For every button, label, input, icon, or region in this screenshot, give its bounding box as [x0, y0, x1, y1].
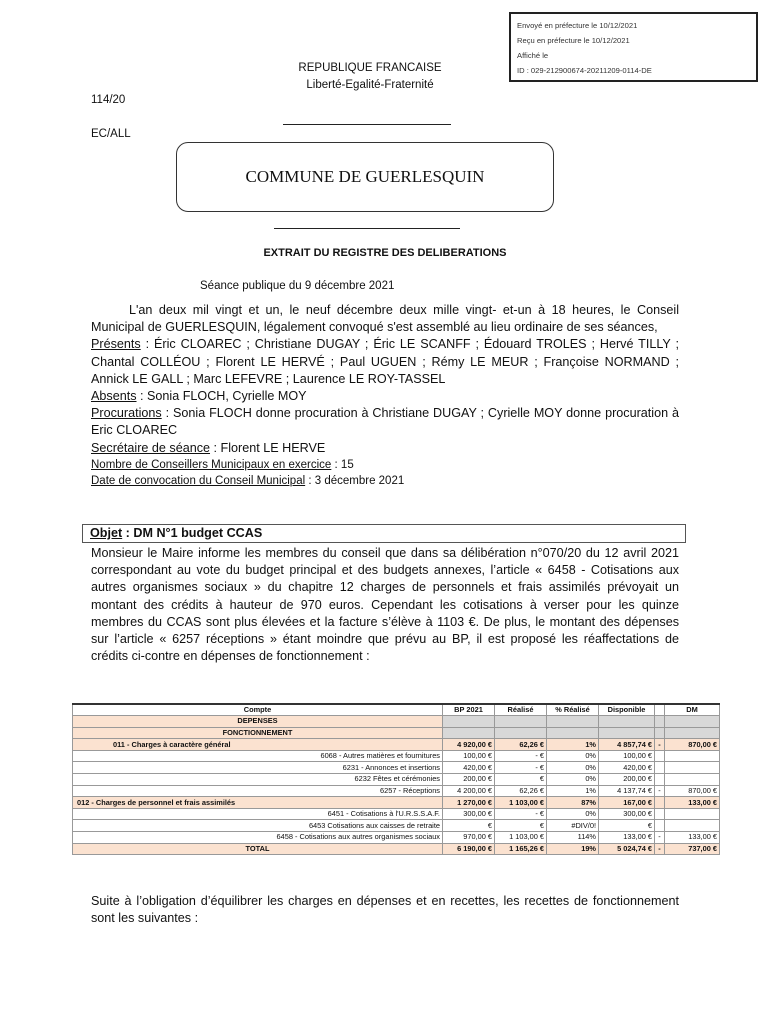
- table-row: [73, 716, 720, 728]
- budget-table: [72, 703, 720, 855]
- table-cell: 133,00 €: [599, 832, 655, 844]
- divider-top: [283, 124, 451, 125]
- table-cell: [665, 808, 720, 820]
- table-cell: 114%: [547, 832, 599, 844]
- table-cell: 1%: [547, 739, 599, 751]
- table-cell: [665, 716, 720, 728]
- secretaire-label: Secrétaire de séance: [91, 440, 211, 455]
- table-cell: [665, 774, 720, 786]
- table-cell: [547, 727, 599, 739]
- col-pct-realise: % Réalisé: [547, 704, 599, 716]
- table-row: [73, 750, 720, 762]
- table-cell: [655, 808, 665, 820]
- table-cell: DEPENSES: [73, 716, 443, 728]
- table-row: [73, 832, 720, 844]
- table-row: [73, 808, 720, 820]
- table-cell: 200,00 €: [599, 774, 655, 786]
- table-cell: -: [655, 739, 665, 751]
- objet-label: Objet: [90, 526, 123, 540]
- table-cell: [655, 774, 665, 786]
- table-cell: [655, 727, 665, 739]
- table-body: [73, 716, 720, 855]
- secretaire-name: : Florent LE HERVE: [210, 440, 326, 455]
- table-cell: 6232 Fêtes et cérémonies: [73, 774, 443, 786]
- table-cell: 6453 Cotisations aux caisses de retraite: [73, 820, 443, 832]
- intro-opening: L'an deux mil vingt et un, le neuf décembre deux mille vingt- et-un à 18 heures, le Conseil Municipal de GUERLESQUIN, légalement convoqué s'est assemblé au lieu ordinaire de ses séances,: [91, 303, 679, 335]
- extrait-title: EXTRAIT DU REGISTRE DES DELIBERATIONS: [263, 247, 507, 259]
- stamp-affiche: Affiché le: [517, 51, 549, 60]
- table-cell: €: [495, 774, 547, 786]
- reference-number: 114/20: [91, 94, 126, 106]
- col-disponible: Disponible: [599, 704, 655, 716]
- table-cell: -: [655, 843, 665, 855]
- presents-label: Présents: [91, 337, 141, 352]
- paragraph-recettes: Suite à l’obligation d’équilibrer les charges en dépenses et en recettes, les recettes de fonctionnement sont les suivantes :: [91, 894, 679, 926]
- reference-initials: EC/ALL: [91, 128, 131, 140]
- table-cell: 5 024,74 €: [599, 843, 655, 855]
- table-cell: 19%: [547, 843, 599, 855]
- table-cell: -: [655, 785, 665, 797]
- table-cell: 1 270,00 €: [443, 797, 495, 809]
- table-cell: [665, 762, 720, 774]
- table-cell: 6231 - Annonces et insertions: [73, 762, 443, 774]
- table-cell: 012 - Charges de personnel et frais assimilés: [73, 797, 443, 809]
- table-cell: [495, 727, 547, 739]
- table-cell: [655, 797, 665, 809]
- table-cell: 0%: [547, 762, 599, 774]
- nombre-value: : 15: [331, 458, 354, 471]
- republique-title: REPUBLIQUE FRANCAISE: [298, 62, 442, 74]
- table-cell: [495, 716, 547, 728]
- table-cell: €: [495, 820, 547, 832]
- table-cell: 6451 - Cotisations à l'U.R.S.S.A.F.: [73, 808, 443, 820]
- republique-devise: Liberté-Egalité-Fraternité: [306, 79, 434, 91]
- table-cell: €: [599, 820, 655, 832]
- table-cell: 87%: [547, 797, 599, 809]
- stamp-recu: Reçu en préfecture le 10/12/2021: [517, 36, 630, 45]
- table-row: [73, 785, 720, 797]
- table-cell: [655, 750, 665, 762]
- presents-line: [91, 336, 679, 388]
- nombre-label: Nombre de Conseillers Municipaux en exercice: [91, 458, 332, 471]
- table-cell: FONCTIONNEMENT: [73, 727, 443, 739]
- convocation-line: [91, 473, 679, 489]
- table-row: [73, 820, 720, 832]
- table-cell: [655, 820, 665, 832]
- absents-list: : Sonia FLOCH, Cyrielle MOY: [136, 389, 307, 404]
- col-sign: [655, 704, 665, 716]
- prefecture-stamp: [509, 12, 758, 82]
- nombre-line: [91, 457, 679, 473]
- table-cell: 0%: [547, 750, 599, 762]
- table-cell: TOTAL: [73, 843, 443, 855]
- col-compte: Compte: [73, 704, 443, 716]
- stamp-id: ID : 029-212900674-20211209-0114-DE: [517, 66, 652, 75]
- table-cell: 0%: [547, 808, 599, 820]
- table-cell: [665, 750, 720, 762]
- table-cell: [665, 727, 720, 739]
- table-cell: [443, 716, 495, 728]
- seance-date: Séance publique du 9 décembre 2021: [200, 280, 395, 292]
- table-cell: 4 137,74 €: [599, 785, 655, 797]
- table-cell: 737,00 €: [665, 843, 720, 855]
- table-cell: 420,00 €: [599, 762, 655, 774]
- table-cell: 0%: [547, 774, 599, 786]
- table-cell: 133,00 €: [665, 832, 720, 844]
- table-cell: 62,26 €: [495, 785, 547, 797]
- table-cell: 970,00 €: [443, 832, 495, 844]
- table-row: [73, 843, 720, 855]
- procurations-line: [91, 405, 679, 439]
- table-cell: 1 103,00 €: [495, 832, 547, 844]
- secretaire-line: [91, 440, 679, 457]
- table-cell: - €: [495, 762, 547, 774]
- table-cell: [599, 716, 655, 728]
- table-cell: - €: [495, 808, 547, 820]
- presents-list: : Éric CLOAREC ; Christiane DUGAY ; Éric LE SCANFF ; Édouard TROLES ; Hervé TILLY ; Chantal COLLÉOU ; Florent LE HERVÉ ; Paul UGUEN ; Rémy LE MEUR ; Françoise NORMAND ; Annick LE GALL ; Marc LEFEVRE ; Laurence LE ROY-TASSEL: [91, 337, 679, 386]
- procurations-label: Procurations: [91, 406, 162, 421]
- commune-name: COMMUNE DE GUERLESQUIN: [245, 167, 485, 186]
- table-cell: [443, 727, 495, 739]
- table-cell: 1%: [547, 785, 599, 797]
- procurations-text: : Sonia FLOCH donne procuration à Christiane DUGAY ; Cyrielle MOY donne procuration à Eric CLOAREC: [91, 406, 679, 438]
- table-cell: [547, 716, 599, 728]
- absents-label: Absents: [91, 389, 137, 404]
- table-cell: [655, 716, 665, 728]
- table-cell: 4 200,00 €: [443, 785, 495, 797]
- table-cell: 1 103,00 €: [495, 797, 547, 809]
- table-cell: -: [655, 832, 665, 844]
- table-row: [73, 727, 720, 739]
- table-cell: 011 - Charges à caractère général: [73, 739, 443, 751]
- convocation-label: Date de convocation du Conseil Municipal: [91, 474, 306, 487]
- paragraph-main: Monsieur le Maire informe les membres du conseil que dans sa délibération n°070/20 du 12 avril 2021 correspondant au vote du budget principal et des budgets annexes, l’article « 6458 - Cotisations aux autres organismes sociaux » du chapitre 12 charges de personnels et frais assimilés prévoyait un montant des crédits à hauteur de 970 euros. Cependant les cotisations à verser pour les quinze membres du CCAS sont plus élevées et la facture s’élève à 1103 €. De plus, le montant des dépenses sur l’article « 6257 réceptions » étant moindre que prévu au BP, il est proposé les réaffectations de crédits ci-contre en dépenses de fonctionnement :: [91, 546, 679, 664]
- table-cell: 6458 - Cotisations aux autres organismes sociaux: [73, 832, 443, 844]
- table-cell: #DIV/0!: [547, 820, 599, 832]
- table-cell: €: [443, 820, 495, 832]
- table-cell: 100,00 €: [443, 750, 495, 762]
- table-cell: 6257 - Réceptions: [73, 785, 443, 797]
- intro-block: [91, 302, 679, 489]
- table-row: [73, 739, 720, 751]
- table-cell: 4 857,74 €: [599, 739, 655, 751]
- table-row: [73, 797, 720, 809]
- col-realise: Réalisé: [495, 704, 547, 716]
- divider-bottom: [274, 228, 460, 229]
- table-cell: 100,00 €: [599, 750, 655, 762]
- table-cell: 133,00 €: [665, 797, 720, 809]
- table-cell: [599, 727, 655, 739]
- col-bp2021: BP 2021: [443, 704, 495, 716]
- table-cell: 870,00 €: [665, 785, 720, 797]
- table-cell: 870,00 €: [665, 739, 720, 751]
- table-cell: 62,26 €: [495, 739, 547, 751]
- table-cell: 1 165,26 €: [495, 843, 547, 855]
- table-cell: [655, 762, 665, 774]
- objet-title: : DM N°1 budget CCAS: [122, 526, 263, 540]
- convocation-value: : 3 décembre 2021: [305, 474, 405, 487]
- table-header-row: [73, 704, 720, 716]
- table-row: [73, 774, 720, 786]
- objet-box: [82, 524, 686, 543]
- table-cell: 4 920,00 €: [443, 739, 495, 751]
- stamp-envoye: Envoyé en préfecture le 10/12/2021: [517, 21, 638, 30]
- table-cell: 300,00 €: [443, 808, 495, 820]
- table-cell: [665, 820, 720, 832]
- table-cell: - €: [495, 750, 547, 762]
- table-cell: 6068 - Autres matières et fournitures: [73, 750, 443, 762]
- table-cell: 6 190,00 €: [443, 843, 495, 855]
- table-cell: 420,00 €: [443, 762, 495, 774]
- col-dm: DM: [665, 704, 720, 716]
- absents-line: [91, 388, 679, 405]
- table-cell: 200,00 €: [443, 774, 495, 786]
- table-cell: 300,00 €: [599, 808, 655, 820]
- commune-box: [176, 142, 554, 212]
- table-row: [73, 762, 720, 774]
- table-cell: 167,00 €: [599, 797, 655, 809]
